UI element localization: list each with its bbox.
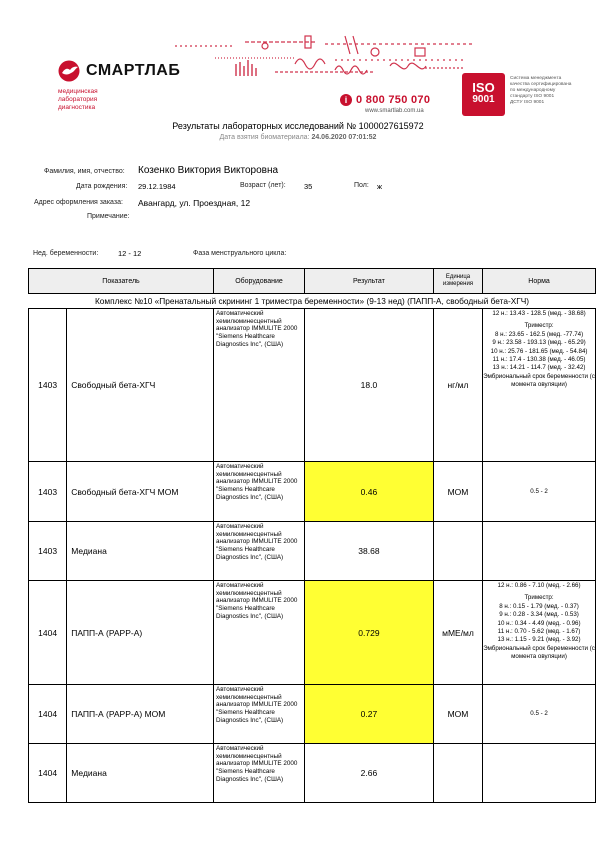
- test-norm: 0.5 - 2: [483, 462, 596, 522]
- test-result-flagged: 0.729: [305, 581, 434, 685]
- test-equipment: Автоматический хемилюминесцентный анализатор IMMULITE 2000 "Siemens Healthcare Diagnostics Inc", (США): [214, 685, 305, 744]
- sex-value: ж: [377, 182, 383, 191]
- patient-name: Козенко Виктория Викторовна: [138, 165, 279, 176]
- table-row: [29, 309, 596, 462]
- website-link[interactable]: www.smartlab.com.ua: [365, 108, 424, 114]
- dob-value: 29.12.1984: [138, 182, 176, 191]
- table-row: [29, 744, 596, 803]
- sex-label: Пол:: [354, 182, 369, 189]
- test-unit: МОМ: [433, 462, 482, 522]
- header-result: Результат: [305, 269, 434, 294]
- test-norm: [483, 522, 596, 581]
- test-norm: 12 н.: 0.86 - 7.10 (мед. - 2.66) Триместр: 8 н.: 0.15 - 1.79 (мед. - 0.37) 9 н.: 0.28 - 3.34 (мед. - 0.53) 10 н.: 0.34 - 4.49 (мед. - 0.96) 11 н.: 0.70 - 5.62 (мед. - 1.67) 13 н.: 1.15 - 9.21 (мед. - 3.92) Эмбриональный срок беременности (с момента овуляции): [483, 581, 596, 685]
- iso-certification-text: Система менеджмента качества сертифицирована по международному стандарту ISO 9001 ДСТУ ISO 9001: [510, 76, 572, 105]
- test-name: Медиана: [67, 522, 214, 581]
- test-code: 1404: [29, 581, 67, 685]
- pregnancy-weeks-value: 12 - 12: [118, 249, 142, 258]
- age-value: 35: [304, 182, 313, 191]
- test-name: ПАПП-А (PAPP-A) МОМ: [67, 685, 214, 744]
- test-result: 38.68: [305, 522, 434, 581]
- header-indicator: Показатель: [29, 269, 214, 294]
- document-title: Результаты лабораторных исследований № 1000027615972: [172, 121, 424, 131]
- test-code: 1403: [29, 462, 67, 522]
- info-icon: i: [340, 94, 352, 106]
- test-unit: нг/мл: [433, 309, 482, 462]
- smartlab-logo-icon: [58, 60, 82, 82]
- address-label: Адрес оформления заказа:: [34, 199, 123, 206]
- pregnancy-weeks-label: Нед. беременности:: [33, 250, 99, 257]
- test-code: 1403: [29, 309, 67, 462]
- table-header: [29, 269, 596, 294]
- test-name: Медиана: [67, 744, 214, 803]
- phone-number[interactable]: 0 800 750 070: [356, 94, 431, 106]
- test-norm: [483, 744, 596, 803]
- test-unit: МОМ: [433, 685, 482, 744]
- test-result: 2.66: [305, 744, 434, 803]
- results-table: [28, 268, 596, 803]
- test-equipment: Автоматический хемилюминесцентный анализатор IMMULITE 2000 "Siemens Healthcare Diagnostics Inc", (США): [214, 462, 305, 522]
- test-unit: [433, 522, 482, 581]
- test-name: ПАПП-А (PAPP-A): [67, 581, 214, 685]
- test-equipment: Автоматический хемилюминесцентный анализатор IMMULITE 2000 "Siemens Healthcare Diagnostics Inc", (США): [214, 581, 305, 685]
- test-equipment: Автоматический хемилюминесцентный анализатор IMMULITE 2000 "Siemens Healthcare Diagnostics Inc", (США): [214, 744, 305, 803]
- table-row: [29, 462, 596, 522]
- phone-row: [340, 94, 430, 106]
- sample-date-line: Дата взятия биоматериала: 24.06.2020 07:01:52: [219, 134, 377, 141]
- note-label: Примечание:: [87, 213, 130, 220]
- test-equipment: Автоматический хемилюминесцентный анализатор IMMULITE 2000 "Siemens Healthcare Diagnostics Inc", (США): [214, 309, 305, 462]
- table-row: [29, 581, 596, 685]
- header-norm: Норма: [483, 269, 596, 294]
- test-code: 1404: [29, 744, 67, 803]
- test-code: 1404: [29, 685, 67, 744]
- test-norm: 0.5 - 2: [483, 685, 596, 744]
- brand-name: СМАРТЛАБ: [86, 62, 181, 79]
- test-result-flagged: 0.27: [305, 685, 434, 744]
- test-unit: мМЕ/мл: [433, 581, 482, 685]
- header-unit: Единица измерения: [433, 269, 482, 294]
- test-unit: [433, 744, 482, 803]
- iso-badge: ISO 9001: [462, 73, 505, 116]
- header-equipment: Оборудование: [214, 269, 305, 294]
- test-code: 1403: [29, 522, 67, 581]
- test-result: 18.0: [305, 309, 434, 462]
- patient-name-label: Фамилия, имя, отчество:: [44, 168, 125, 175]
- table-row: [29, 522, 596, 581]
- cycle-phase-label: Фаза менструального цикла:: [193, 250, 287, 257]
- complex-title: Комплекс №10 «Пренатальный скрининг 1 триместра беременности» (9-13 нед) (ПАПП-А, свободный бета-ХГЧ): [29, 294, 596, 309]
- lab-equipment-decoration: [175, 34, 475, 84]
- test-norm: 12 н.: 13.43 - 128.5 (мед. - 38.68) Триместр: 8 н.: 23.65 - 162.5 (мед. -77.74) 9 н.: 23.58 - 193.13 (мед. - 65.29) 10 н.: 25.76 - 181.65 (мед. - 54.84) 11 н.: 17.4 - 130.38 (мед. - 46.05) 13 н.: 14.21 - 114.7 (мед. - 32.42) Эмбриональный срок беременности (с момента овуляции): [483, 309, 596, 462]
- age-label: Возраст (лет):: [240, 182, 286, 189]
- test-result-flagged: 0.46: [305, 462, 434, 522]
- address-value: Авангард, ул. Проездная, 12: [138, 198, 251, 208]
- test-name: Свободный бета-ХГЧ МОМ: [67, 462, 214, 522]
- test-name: Свободный бета-ХГЧ: [67, 309, 214, 462]
- table-row: [29, 685, 596, 744]
- dob-label: Дата рождения:: [76, 183, 128, 190]
- complex-row: [29, 294, 596, 309]
- brand-subtitle: медицинская лаборатория диагностика: [58, 88, 98, 111]
- test-equipment: Автоматический хемилюминесцентный анализатор IMMULITE 2000 "Siemens Healthcare Diagnostics Inc", (США): [214, 522, 305, 581]
